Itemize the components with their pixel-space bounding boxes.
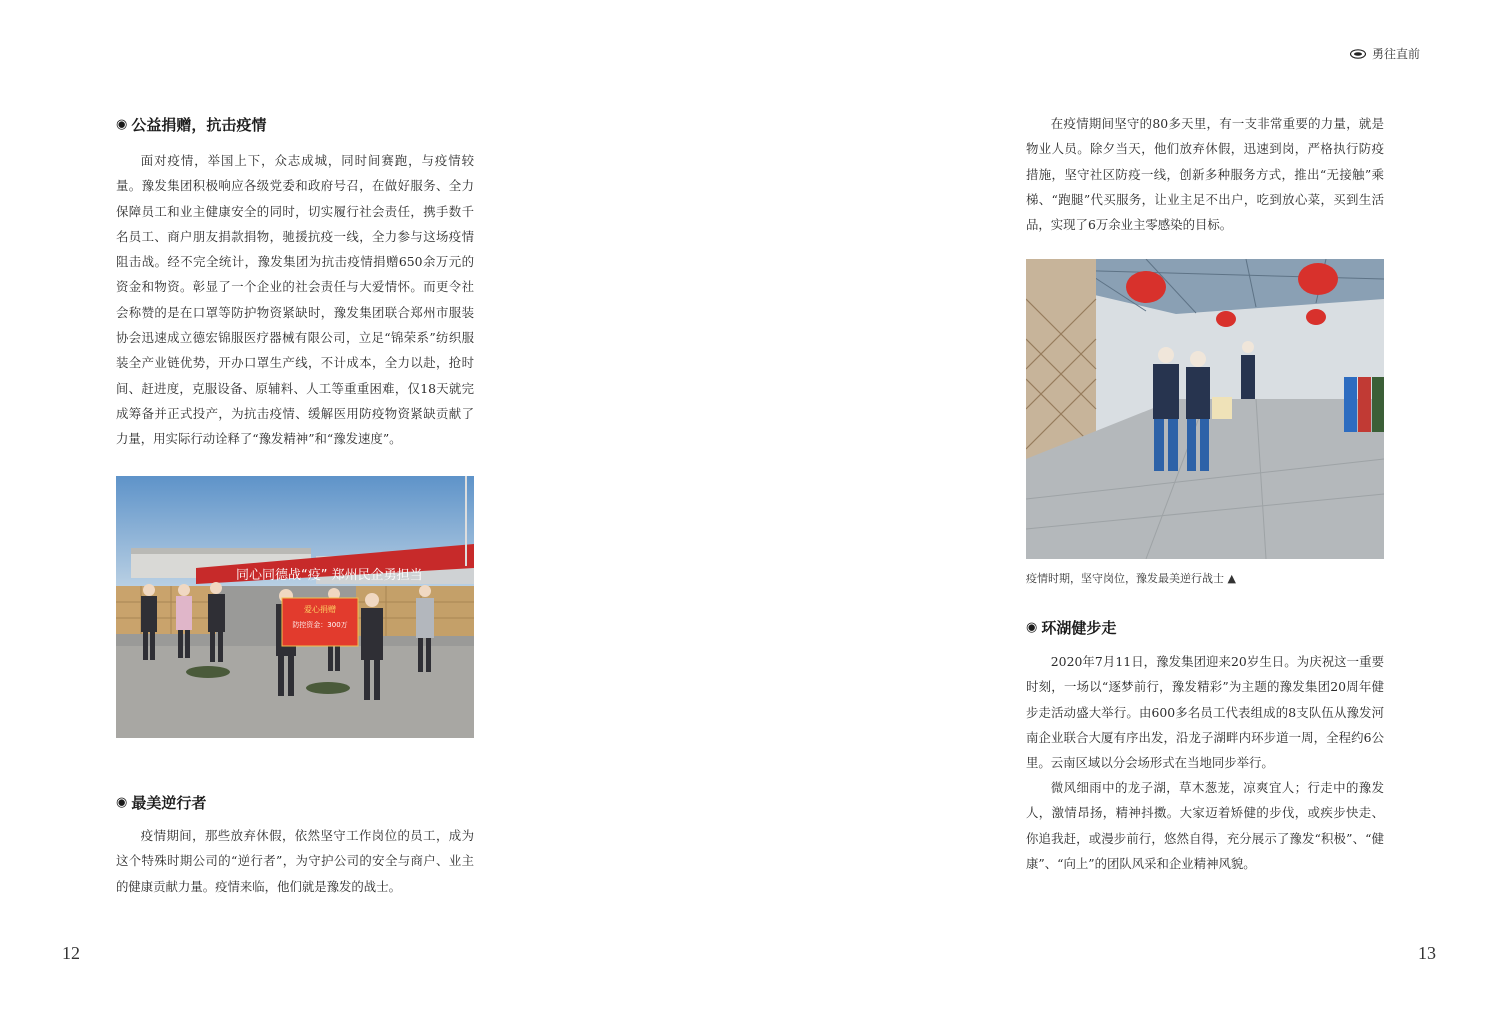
photo-caption: 疫情时期，坚守岗位，豫发最美逆行战士 ▲ [1026, 572, 1236, 585]
walkathon-paragraph-2: 微风细雨中的龙子湖，草木葱茏，凉爽宜人；行走中的豫发人，激情昂扬，精神抖擞。大家迈着矫健的步伐，或疾步快走、你追我赶，或漫步前行，悠然自得，充分展示了豫发“积极”、“健康”、“向上”的团队风采和企业精神风貌。 [1026, 780, 1384, 871]
bullet-icon: ◉ [116, 117, 128, 132]
donation-ceremony-photo [116, 476, 474, 738]
header-logo-icon [1350, 49, 1366, 59]
bullet-icon: ◉ [116, 795, 128, 810]
donation-paragraph: 面对疫情，举国上下，众志成城，同时间赛跑，与疫情较量。豫发集团积极响应各级党委和政府号召，在做好服务、全力保障员工和业主健康安全的同时，切实履行社会责任，携手数千名员工、商户朋友捐款捐物，驰援抗疫一线，全力参与这场疫情阻击战。经不完全统计，豫发集团为抗击疫情捐赠650余万元的资金和物资。彰显了一个企业的社会责任与大爱情怀。而更令社会称赞的是在口罩等防护物资紧缺时，豫发集团联合郑州市服装协会迅速成立德宏锦服医疗器械有限公司，立足“锦荣系”纺织服装全产业链优势，开办口罩生产线，不计成本，全力以赴，抢时间、赶进度，克服设备、原辅料、人工等重重困难，仅18天就完成筹备并正式投产，为抗击疫情、缓解医用防疫物资紧缺贡献了力量，用实际行动诠释了“豫发精神”和“豫发速度”。 [116, 153, 474, 447]
banner-text: 同心同德战“疫” 郑州民企勇担当 [236, 568, 423, 583]
walkathon-paragraph-1: 2020年7月11日，豫发集团迎来20岁生日。为庆祝这一重要时刻，一场以“逐梦前行，豫发精彩”为主题的豫发集团20周年健步走活动盛大举行。由600多名员工代表组成的8支队伍从豫发河南企业联合大厦有序出发，沿龙子湖畔内环步道一周，全程约6公里。云南区域以分会场形式在当地同步举行。 [1026, 654, 1384, 771]
page-number-left: 12 [62, 943, 80, 963]
section-heading-walkathon: ◉ 环湖健步走 [1026, 619, 1117, 637]
board-title: 爱心捐赠 [304, 605, 336, 614]
retrograde-paragraph: 疫情期间，那些放弃休假，依然坚守工作岗位的员工，成为这个特殊时期公司的“逆行者”，为守护公司的安全与商户、业主的健康贡献力量。疫情来临，他们就是豫发的战士。 [116, 828, 474, 894]
section-heading-retrograde: ◉ 最美逆行者 [116, 794, 207, 812]
page-number-right: 13 [1418, 943, 1436, 963]
bullet-icon: ◉ [1026, 620, 1038, 635]
section-heading-donation: ◉ 公益捐赠，抗击疫情 [116, 116, 267, 134]
property-staff-photo [1026, 259, 1384, 559]
right-page [750, 0, 1500, 1025]
header-title: 勇往直前 [1371, 47, 1420, 61]
board-amount: 防控资金：300万 [292, 621, 348, 629]
running-header [1350, 45, 1420, 62]
property-staff-paragraph: 在疫情期间坚守的80多天里，有一支非常重要的力量，就是物业人员。除夕当天，他们放弃休假，迅速到岗，严格执行防疫措施，坚守社区防疫一线，创新多种服务方式，推出“无接触”乘梯、“跑腿”代买服务，让业主足不出户，吃到放心菜，买到生活品，实现了6万余业主零感染的目标。 [1026, 116, 1384, 233]
